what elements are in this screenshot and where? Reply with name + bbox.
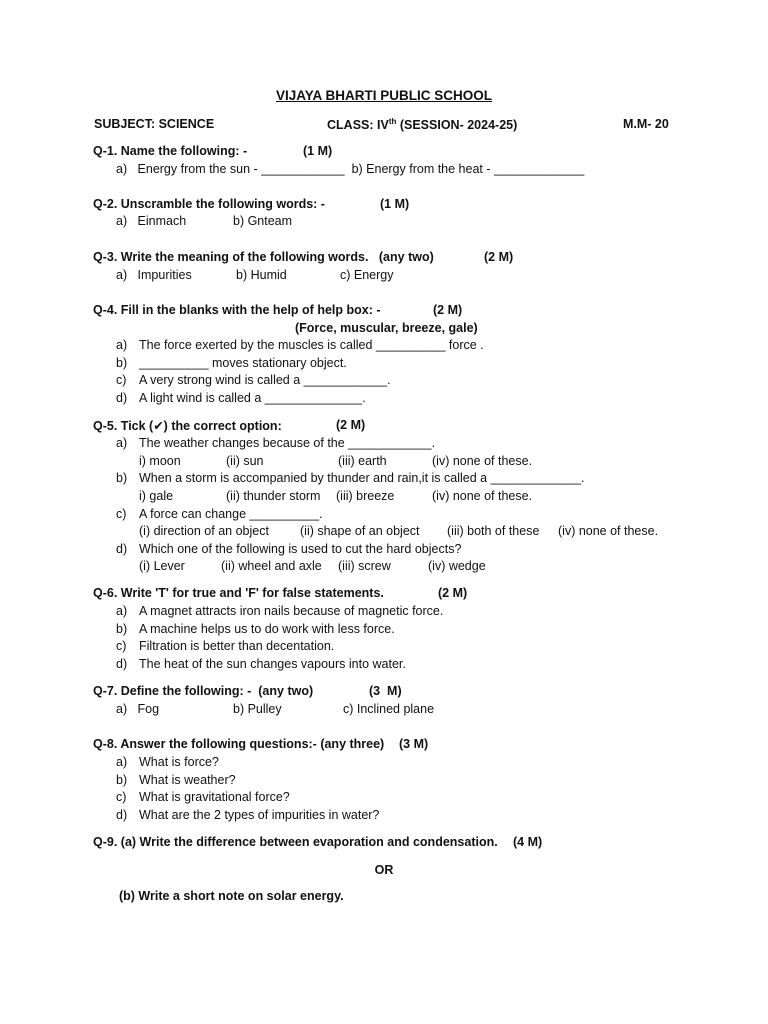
q6-item: d) The heat of the sun changes vapours into water.	[116, 657, 406, 671]
q3-title: Q-3. Write the meaning of the following words. (any two) (2 M)	[93, 250, 514, 264]
q4-marks: (2 M)	[433, 303, 463, 317]
q5-c-opt: (iii) both of these	[447, 524, 540, 538]
q7-b: b) Pulley	[233, 702, 282, 716]
q3-a: a) Impurities	[116, 268, 192, 282]
q5-a-opt: (iv) none of these.	[432, 454, 533, 468]
q5-c-opt: (iv) none of these.	[558, 524, 659, 538]
class-sup: th	[388, 117, 397, 126]
q5-c: c) A force can change __________.	[116, 507, 323, 521]
q3-marks: (2 M)	[484, 250, 514, 264]
q5-b-opt: i) gale	[139, 489, 174, 503]
q5-title: Q-5. Tick (✔) the correct option: (2 M)	[93, 418, 366, 433]
q9-b: (b) Write a short note on solar energy.	[119, 889, 344, 903]
q5-d-opt: (iv) wedge	[428, 559, 486, 573]
q5-a-opt: i) moon	[139, 454, 181, 468]
q7-title: Q-7. Define the following: - (any two) (3 M)	[93, 684, 402, 698]
q6-item: c) Filtration is better than decentation.	[116, 639, 335, 653]
q2-b: b) Gnteam	[233, 214, 293, 228]
q3-b: b) Humid	[236, 268, 287, 282]
subject-label: SUBJECT: SCIENCE	[94, 117, 215, 131]
class-label	[327, 117, 517, 132]
q5-c-opt: (i) direction of an object	[139, 524, 269, 538]
q8-item: c) What is gravitational force?	[116, 790, 290, 804]
q3-c: c) Energy	[340, 268, 394, 282]
q2-title: Q-2. Unscramble the following words: - (1 M)	[93, 197, 410, 211]
q2-a: a) Einmach	[116, 214, 187, 228]
q8-item: d) What are the 2 types of impurities in water?	[116, 808, 380, 822]
q5-b-opt: (iv) none of these.	[432, 489, 533, 503]
q5-d-opt: (ii) wheel and axle	[221, 559, 322, 573]
q7-marks: (3 M)	[369, 684, 402, 698]
q8-item: b) What is weather?	[116, 773, 236, 787]
q4-item: d) A light wind is called a ______________.	[116, 391, 366, 405]
q9-marks: (4 M)	[513, 835, 543, 849]
q5-a: a) The weather changes because of the ____________.	[116, 436, 436, 450]
q8-title: Q-8. Answer the following questions:- (any three) (3 M)	[93, 737, 429, 751]
q4-item: a) The force exerted by the muscles is called __________ force .	[116, 338, 484, 352]
q4-helpbox: (Force, muscular, breeze, gale)	[295, 321, 478, 335]
class-prefix: CLASS: IV	[327, 118, 389, 133]
q5-a-opt: (iii) earth	[338, 454, 387, 468]
q9-title: Q-9. (a) Write the difference between evaporation and condensation. (4 M)	[93, 835, 543, 849]
q5-marks: (2 M)	[336, 418, 366, 432]
q7-c: c) Inclined plane	[343, 702, 435, 716]
q4-item: b) __________ moves stationary object.	[116, 356, 347, 370]
q1-marks: (1 M)	[303, 144, 333, 158]
school-title: VIJAYA BHARTI PUBLIC SCHOOL	[275, 88, 493, 103]
q9-or: OR	[374, 863, 394, 877]
q8-marks: (3 M)	[399, 737, 429, 751]
q6-item: a) A magnet attracts iron nails because of magnetic force.	[116, 604, 444, 618]
q4-item: c) A very strong wind is called a ____________.	[116, 373, 391, 387]
q6-title: Q-6. Write 'T' for true and 'F' for false statements. (2 M)	[93, 586, 468, 600]
session-label: (SESSION- 2024-25)	[396, 118, 518, 133]
q8-item: a) What is force?	[116, 755, 219, 769]
q6-item: b) A machine helps us to do work with less force.	[116, 622, 395, 636]
max-marks: M.M- 20	[623, 117, 669, 131]
q2-marks: (1 M)	[380, 197, 410, 211]
q4-title: Q-4. Fill in the blanks with the help of help box: - (2 M)	[93, 303, 463, 317]
q5-b: b) When a storm is accompanied by thunder and rain,it is called a _____________.	[116, 471, 585, 485]
q7-a: a) Fog	[116, 702, 160, 716]
q5-d-opt: (i) Lever	[139, 559, 185, 573]
q5-a-opt: (ii) sun	[226, 454, 264, 468]
q1-line: a) Energy from the sun - ____________ b) Energy from the heat - _____________	[116, 162, 585, 176]
q1-title: Q-1. Name the following: - (1 M)	[93, 144, 333, 158]
q5-b-opt: (iii) breeze	[336, 489, 395, 503]
q5-d-opt: (iii) screw	[338, 559, 391, 573]
q6-marks: (2 M)	[438, 586, 468, 600]
q5-d: d) Which one of the following is used to cut the hard objects?	[116, 542, 462, 556]
q5-c-opt: (ii) shape of an object	[300, 524, 420, 538]
q5-b-opt: (ii) thunder storm	[226, 489, 321, 503]
